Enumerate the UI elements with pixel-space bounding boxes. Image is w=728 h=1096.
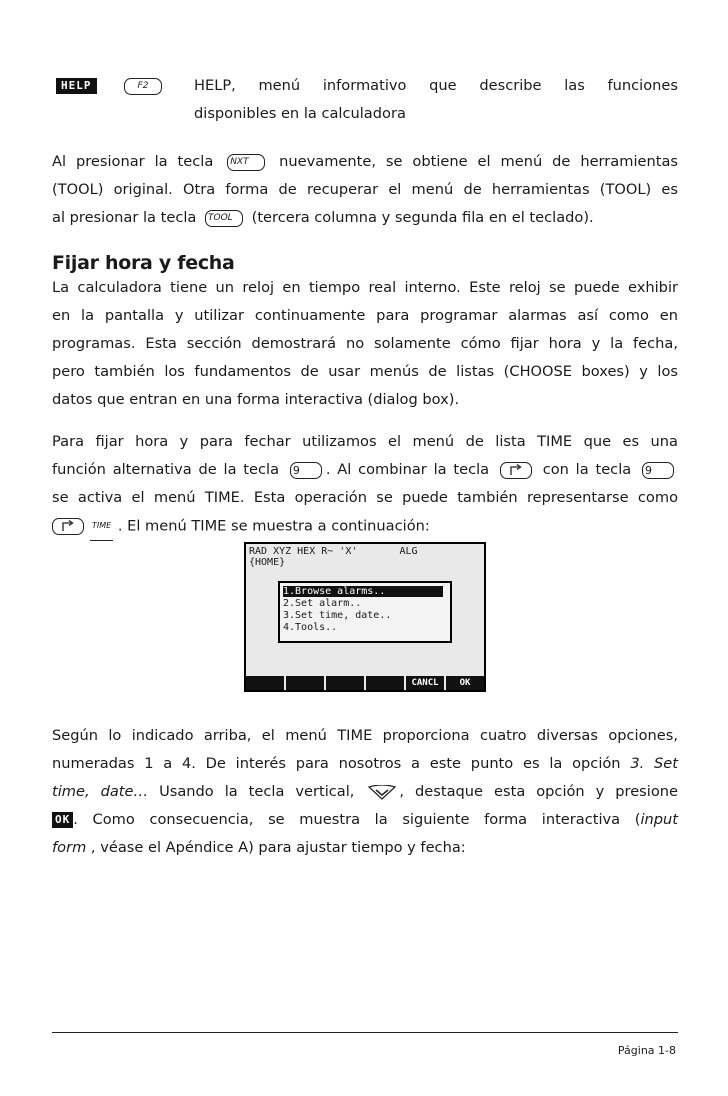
text-line: Según lo indicado arriba, el menú TIME proporciona cuatro diversas opciones, bbox=[52, 727, 678, 744]
calculator-screen bbox=[244, 542, 486, 692]
text-line: se activa el menú TIME. Esta operación se puede también representarse como bbox=[52, 489, 678, 506]
right-shift-key-icon bbox=[500, 462, 532, 479]
menu-item-set-time-date[interactable]: 3.Set time, date.. bbox=[283, 610, 392, 621]
softkey-empty[interactable] bbox=[326, 676, 366, 690]
choose-box bbox=[278, 581, 452, 643]
softkey-bar bbox=[246, 676, 484, 690]
text-line: form , véase el Apéndice A) para ajustar tiempo y fecha: bbox=[52, 839, 466, 856]
status-line: RAD XYZ HEX R~ 'X' ALG bbox=[249, 546, 418, 557]
text-line: en la pantalla y utilizar continuamente para programar alarmas así como en bbox=[52, 307, 678, 324]
text-line: programas. Esta sección demostrará no solamente cómo fijar hora y la fecha, bbox=[52, 335, 678, 352]
softkey-empty[interactable] bbox=[286, 676, 326, 690]
text-line: time, date… Usando la tecla vertical, , destaque esta opción y presione bbox=[52, 783, 679, 800]
paragraph-tool-menu bbox=[52, 148, 678, 232]
section-heading: Fijar hora y fecha bbox=[52, 252, 235, 274]
right-shift-key-icon bbox=[52, 518, 84, 535]
nxt-key-icon: NXT bbox=[227, 154, 265, 171]
path-line: {HOME} bbox=[249, 557, 286, 568]
text-line: al presionar la tecla TOOL (tercera columna y segunda fila en el teclado). bbox=[52, 209, 594, 226]
text-line: Para fijar hora y para fechar utilizamos el menú de lista TIME que es una bbox=[52, 433, 678, 450]
menu-item-tools[interactable]: 4.Tools.. bbox=[283, 622, 338, 633]
text-line: La calculadora tiene un reloj en tiempo real interno. Este reloj se puede exhibir bbox=[52, 279, 678, 296]
softkey-ok[interactable]: OK bbox=[459, 678, 471, 688]
text-line: pero también los fundamentos de usar menús de listas (CHOOSE boxes) y los bbox=[52, 363, 678, 380]
paragraph-time-menu bbox=[52, 428, 678, 540]
text-line: numeradas 1 a 4. De interés para nosotros a este punto es la opción 3. Set bbox=[52, 755, 679, 772]
paragraph-clock bbox=[52, 274, 678, 414]
nine-key-icon: 9 bbox=[290, 462, 322, 479]
tool-key-icon: TOOL bbox=[205, 210, 243, 227]
paragraph-set-time bbox=[52, 722, 678, 862]
help-desc-line: HELP, menú informativo que describe las funciones bbox=[194, 77, 678, 94]
menu-item-set-alarm[interactable]: 2.Set alarm.. bbox=[283, 598, 362, 609]
f2-key-icon: F2 bbox=[124, 78, 162, 95]
help-description bbox=[194, 72, 678, 128]
time-key-label: TIME bbox=[90, 512, 113, 541]
nine-key-icon: 9 bbox=[642, 462, 674, 479]
text-line: OK . Como consecuencia, se muestra la siguiente forma interactiva (input bbox=[52, 806, 678, 834]
help-softkey: HELP bbox=[56, 78, 97, 94]
text-line: función alternativa de la tecla 9 . Al combinar la tecla con la tecla 9 bbox=[52, 456, 678, 484]
footer-rule bbox=[52, 1032, 678, 1033]
text-line: Al presionar la tecla NXT nuevamente, se obtiene el menú de herramientas bbox=[52, 153, 678, 170]
menu-item-browse-alarms[interactable]: 1.Browse alarms.. bbox=[283, 586, 443, 597]
softkey-empty[interactable] bbox=[366, 676, 406, 690]
text-line: (TOOL) original. Otra forma de recuperar el menú de herramientas (TOOL) es bbox=[52, 181, 678, 198]
softkey-empty[interactable] bbox=[246, 676, 286, 690]
page-number: Página 1-8 bbox=[617, 1044, 676, 1057]
help-desc-line: disponibles en la calculadora bbox=[194, 105, 406, 122]
text-line: TIME . El menú TIME se muestra a continuación: bbox=[52, 512, 678, 540]
ok-softkey: OK bbox=[52, 812, 73, 828]
down-arrow-key-icon bbox=[367, 785, 397, 800]
softkey-cancel[interactable]: CANCL bbox=[406, 676, 446, 690]
text-line: datos que entran en una forma interactiva (dialog box). bbox=[52, 391, 460, 408]
